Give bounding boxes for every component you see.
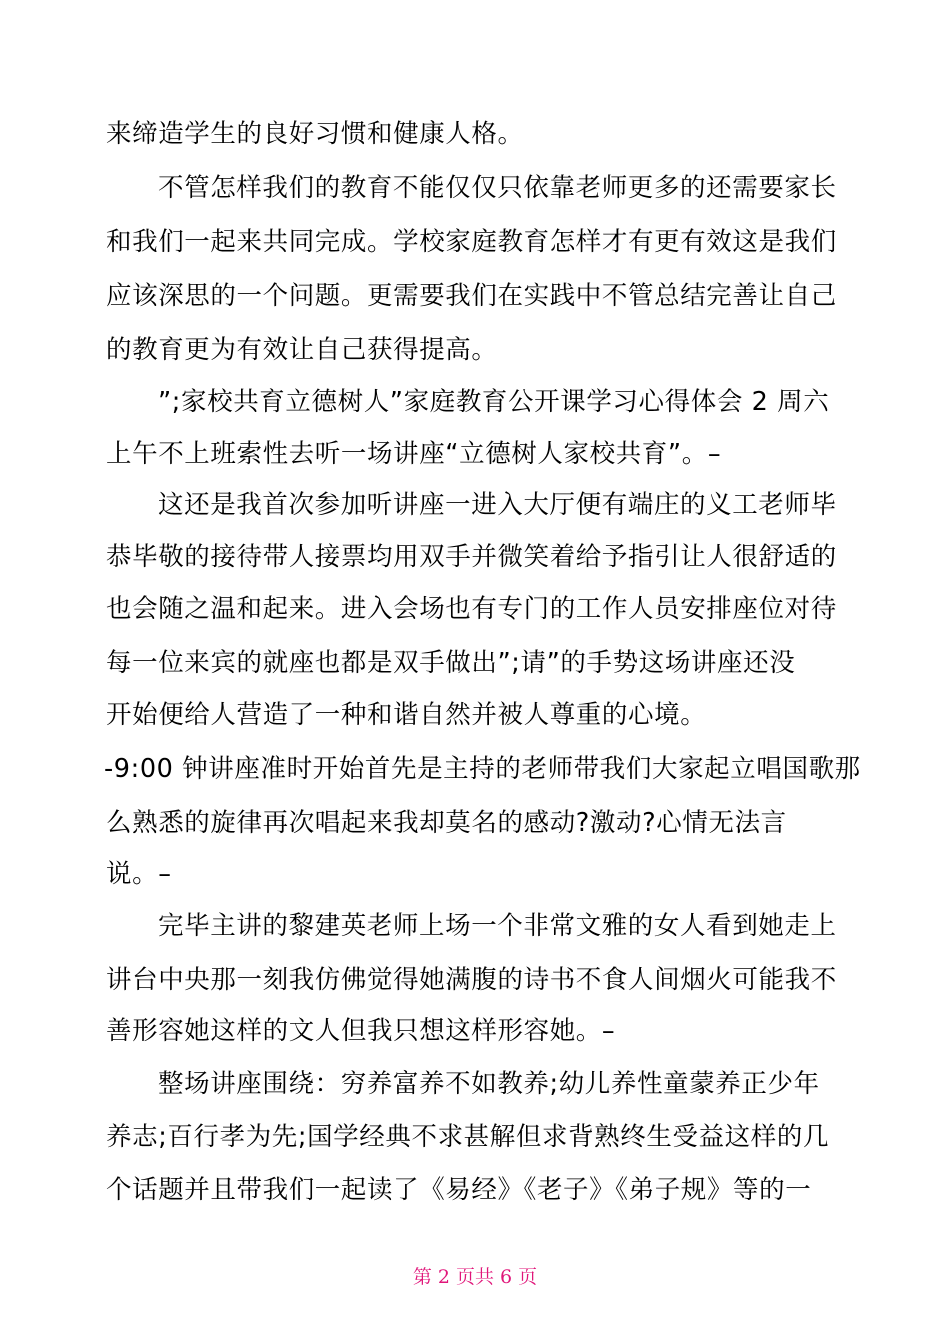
text-line: 善形容她这样的文人但我只想这样形容她。– (106, 1016, 616, 1046)
text-line: 的教育更为有效让自己获得提高。 (106, 335, 498, 365)
text-line: 和我们一起来共同完成。学校家庭教育怎样才有更有效这是我们 (106, 227, 837, 257)
text-line: 么熟悉的旋律再次唱起来我却莫名的感动?激动?心情无法言 (106, 808, 787, 838)
text-line: 上午不上班索性去听一场讲座“立德树人家校共育”。– (106, 439, 722, 469)
text-line: 整场讲座围绕：穷养富养不如教养;幼儿养性童蒙养正少年 (158, 1069, 820, 1099)
text-line: 个话题并且带我们一起读了《易经》《老子》《弟子规》等的一 (106, 1175, 812, 1205)
page-number-footer: 第 2 页共 6 页 (412, 1266, 538, 1288)
text-line: 不管怎样我们的教育不能仅仅只依靠老师更多的还需要家长 (158, 173, 837, 203)
text-line: 这还是我首次参加听讲座一进入大厅便有端庄的义工老师毕 (158, 490, 837, 520)
text-line: ”;家校共育立德树人”家庭教育公开课学习心得体会 2 周六 (158, 387, 830, 417)
text-line: 恭毕敬的接待带人接票均用双手并微笑着给予指引让人很舒适的 (106, 542, 837, 572)
text-line: 来缔造学生的良好习惯和健康人格。 (106, 119, 524, 149)
text-line: 讲台中央那一刻我仿佛觉得她满腹的诗书不食人间烟火可能我不 (106, 965, 837, 995)
text-line: 说。– (106, 859, 172, 889)
text-line: 也会随之温和起来。进入会场也有专门的工作人员安排座位对待 (106, 594, 837, 624)
text-line: 每一位来宾的就座也都是双手做出”;请”的手势这场讲座还没 (106, 648, 796, 678)
text-line: -9:00 钟讲座准时开始首先是主持的老师带我们大家起立唱国歌那 (104, 754, 861, 784)
text-line: 养志;百行孝为先;国学经典不求甚解但求背熟终生受益这样的几 (106, 1122, 830, 1152)
text-line: 完毕主讲的黎建英老师上场一个非常文雅的女人看到她走上 (158, 911, 837, 941)
text-line: 应该深思的一个问题。更需要我们在实践中不管总结完善让自己 (106, 281, 837, 311)
text-line: 开始便给人营造了一种和谐自然并被人尊重的心境。 (106, 700, 707, 730)
